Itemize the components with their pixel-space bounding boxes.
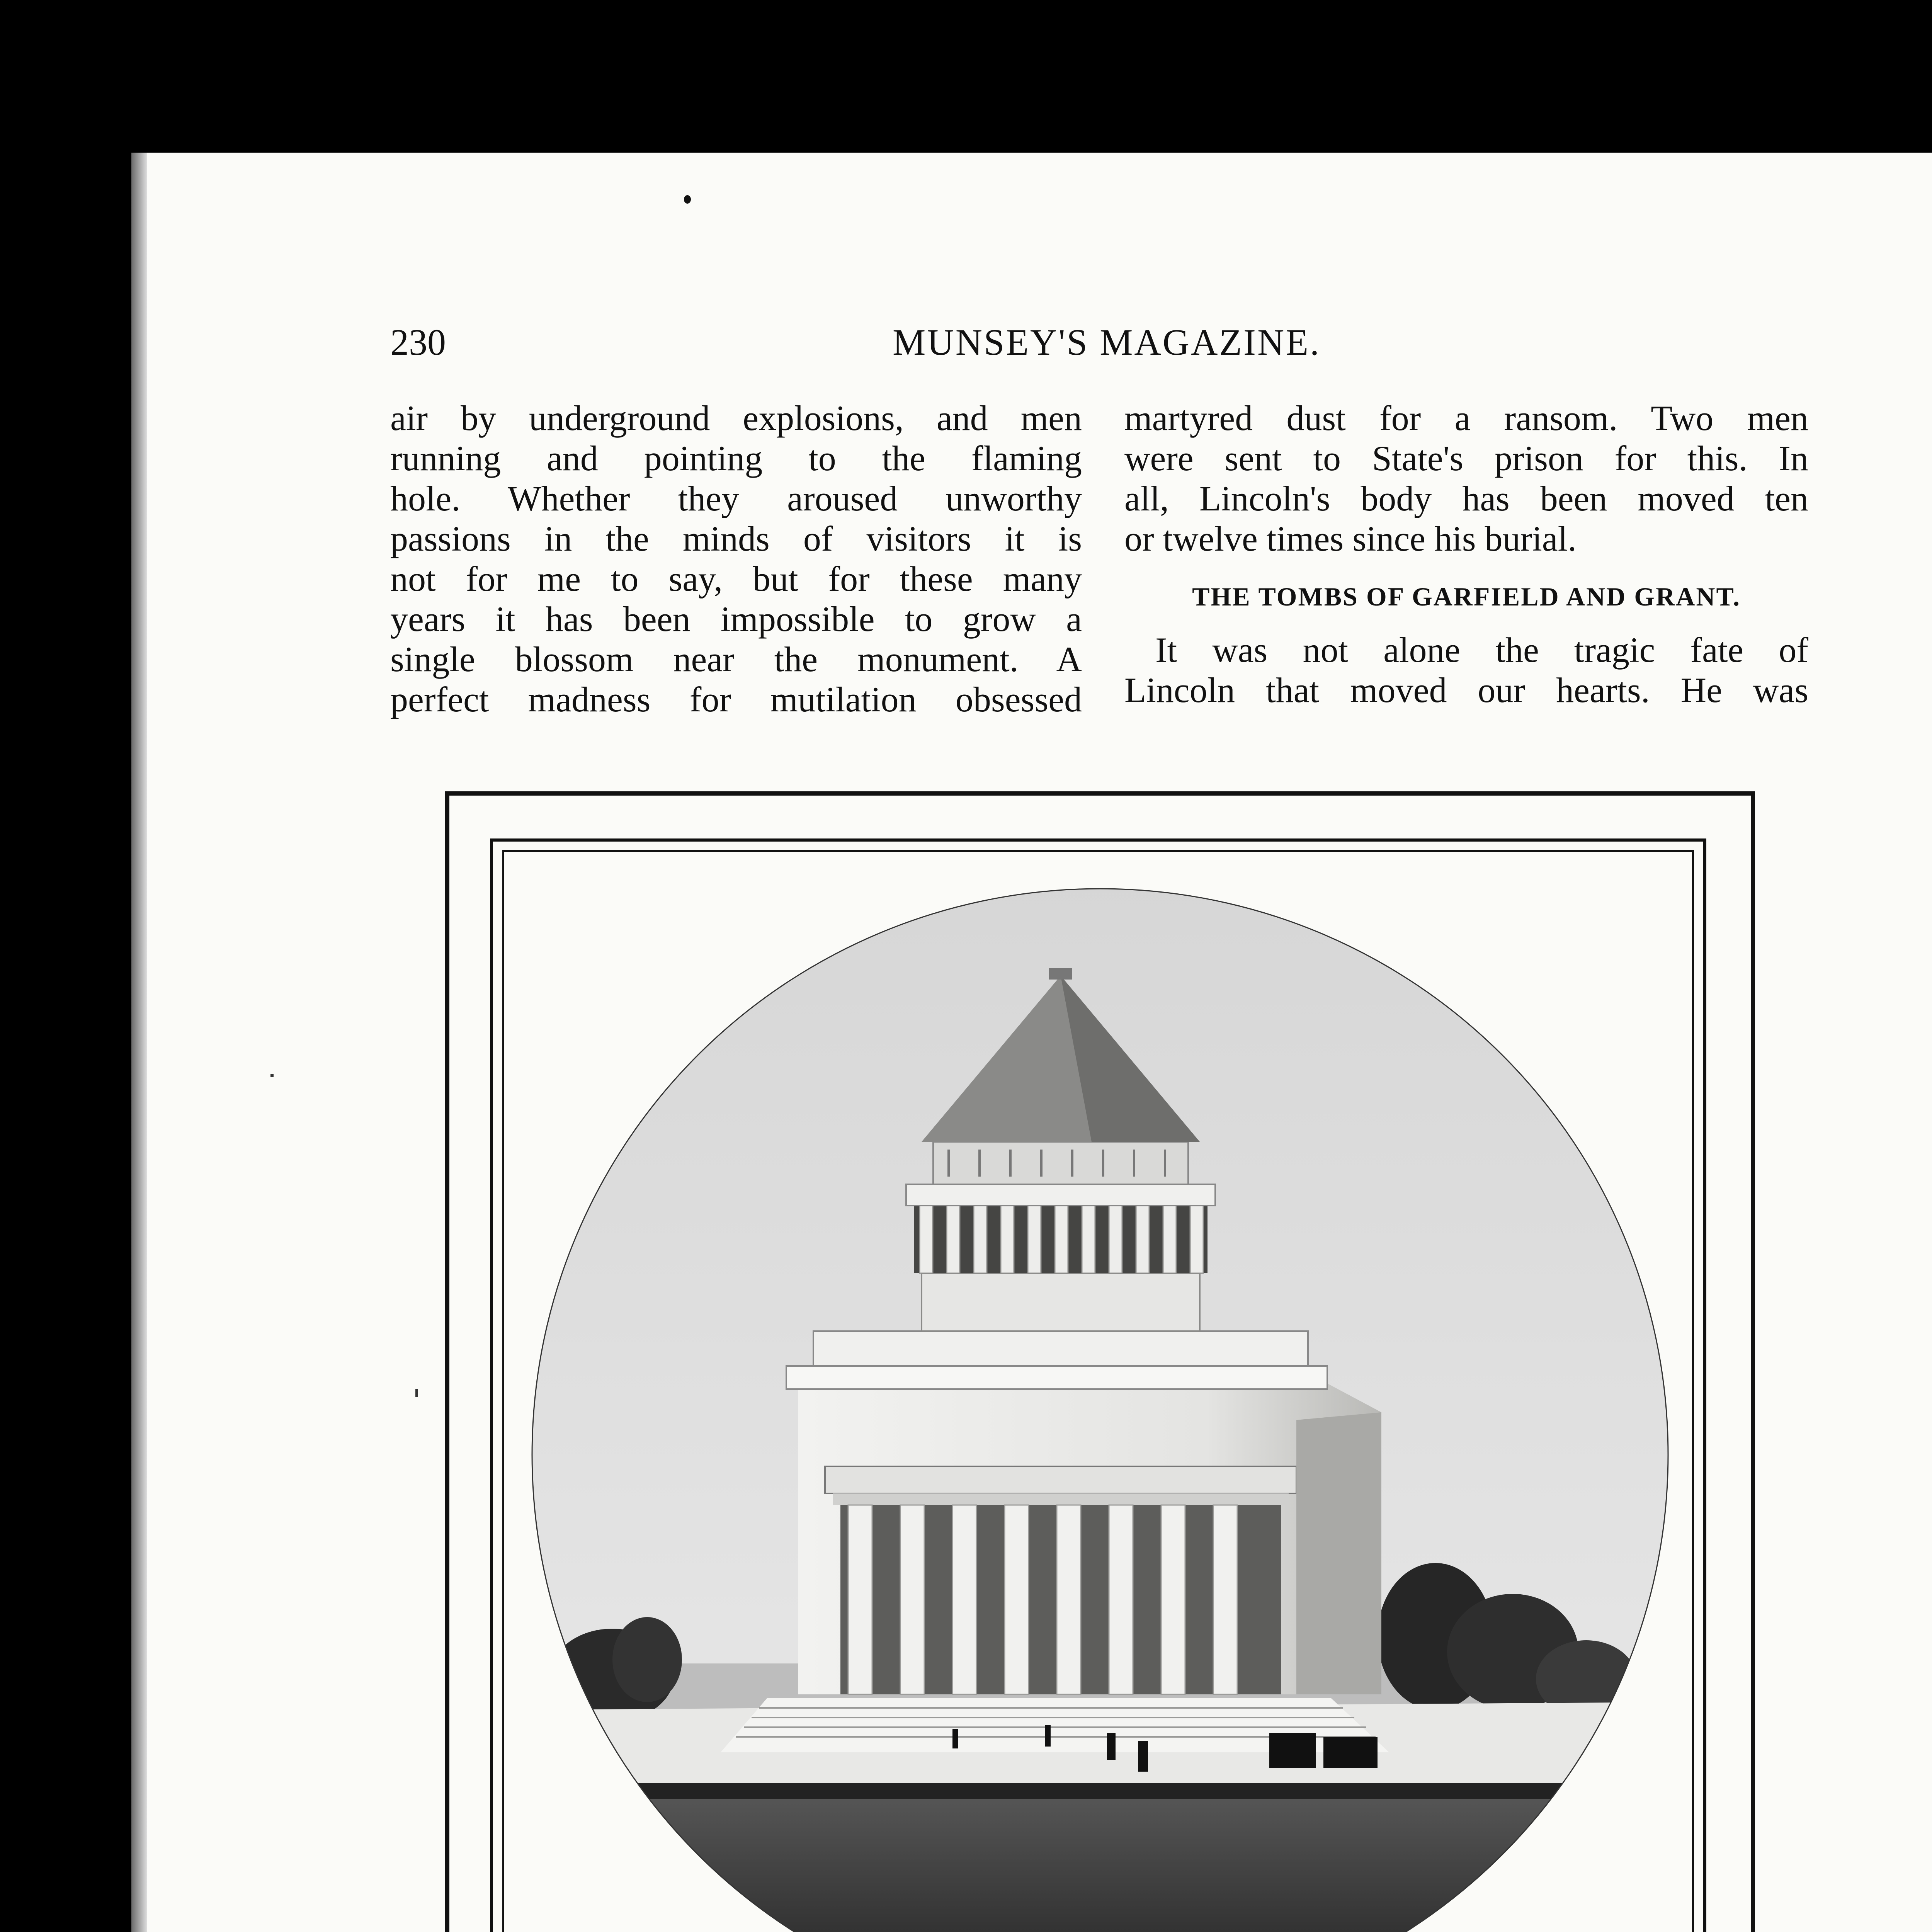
magazine-title: MUNSEY'S MAGAZINE. [893,321,1321,363]
grant-tomb-illustration [520,864,1681,1932]
margin-mark [270,1074,274,1077]
page-number: 230 [390,321,446,363]
text-line: It was not alone the tragic fate of [1155,630,1808,670]
text-line: air by underground explosions, and men [390,398,1082,438]
text-line: single blossom near the monument. A [390,639,1082,679]
grant-tomb-photo [520,864,1681,1932]
text-line: running and pointing to the flaming [390,439,1082,478]
text-line: years it has been impossible to grow a [390,599,1082,639]
text-line: or twelve times since his burial. [1124,519,1577,558]
text-line: Lincoln that moved our hearts. He was [1124,670,1808,710]
text-line: perfect madness for mutilation obsessed [390,680,1082,719]
section-heading: THE TOMBS OF GARFIELD AND GRANT. [1192,582,1741,611]
page-spine-shadow [131,153,147,1932]
top-right-column [1124,398,1808,710]
margin-mark [415,1389,418,1397]
text-line: all, Lincoln's body has been moved ten [1124,479,1808,518]
running-header [390,321,1832,363]
text-line: martyred dust for a ransom. Two men [1124,398,1808,438]
text-line: hole. Whether they aroused unworthy [390,479,1082,518]
text-line: not for me to say, but for these many [390,559,1082,599]
scan-speck [684,195,691,204]
text-line: passions in the minds of visitors it is [390,519,1082,558]
top-left-column [390,398,1082,719]
text-line: were sent to State's prison for this. In [1124,439,1808,478]
